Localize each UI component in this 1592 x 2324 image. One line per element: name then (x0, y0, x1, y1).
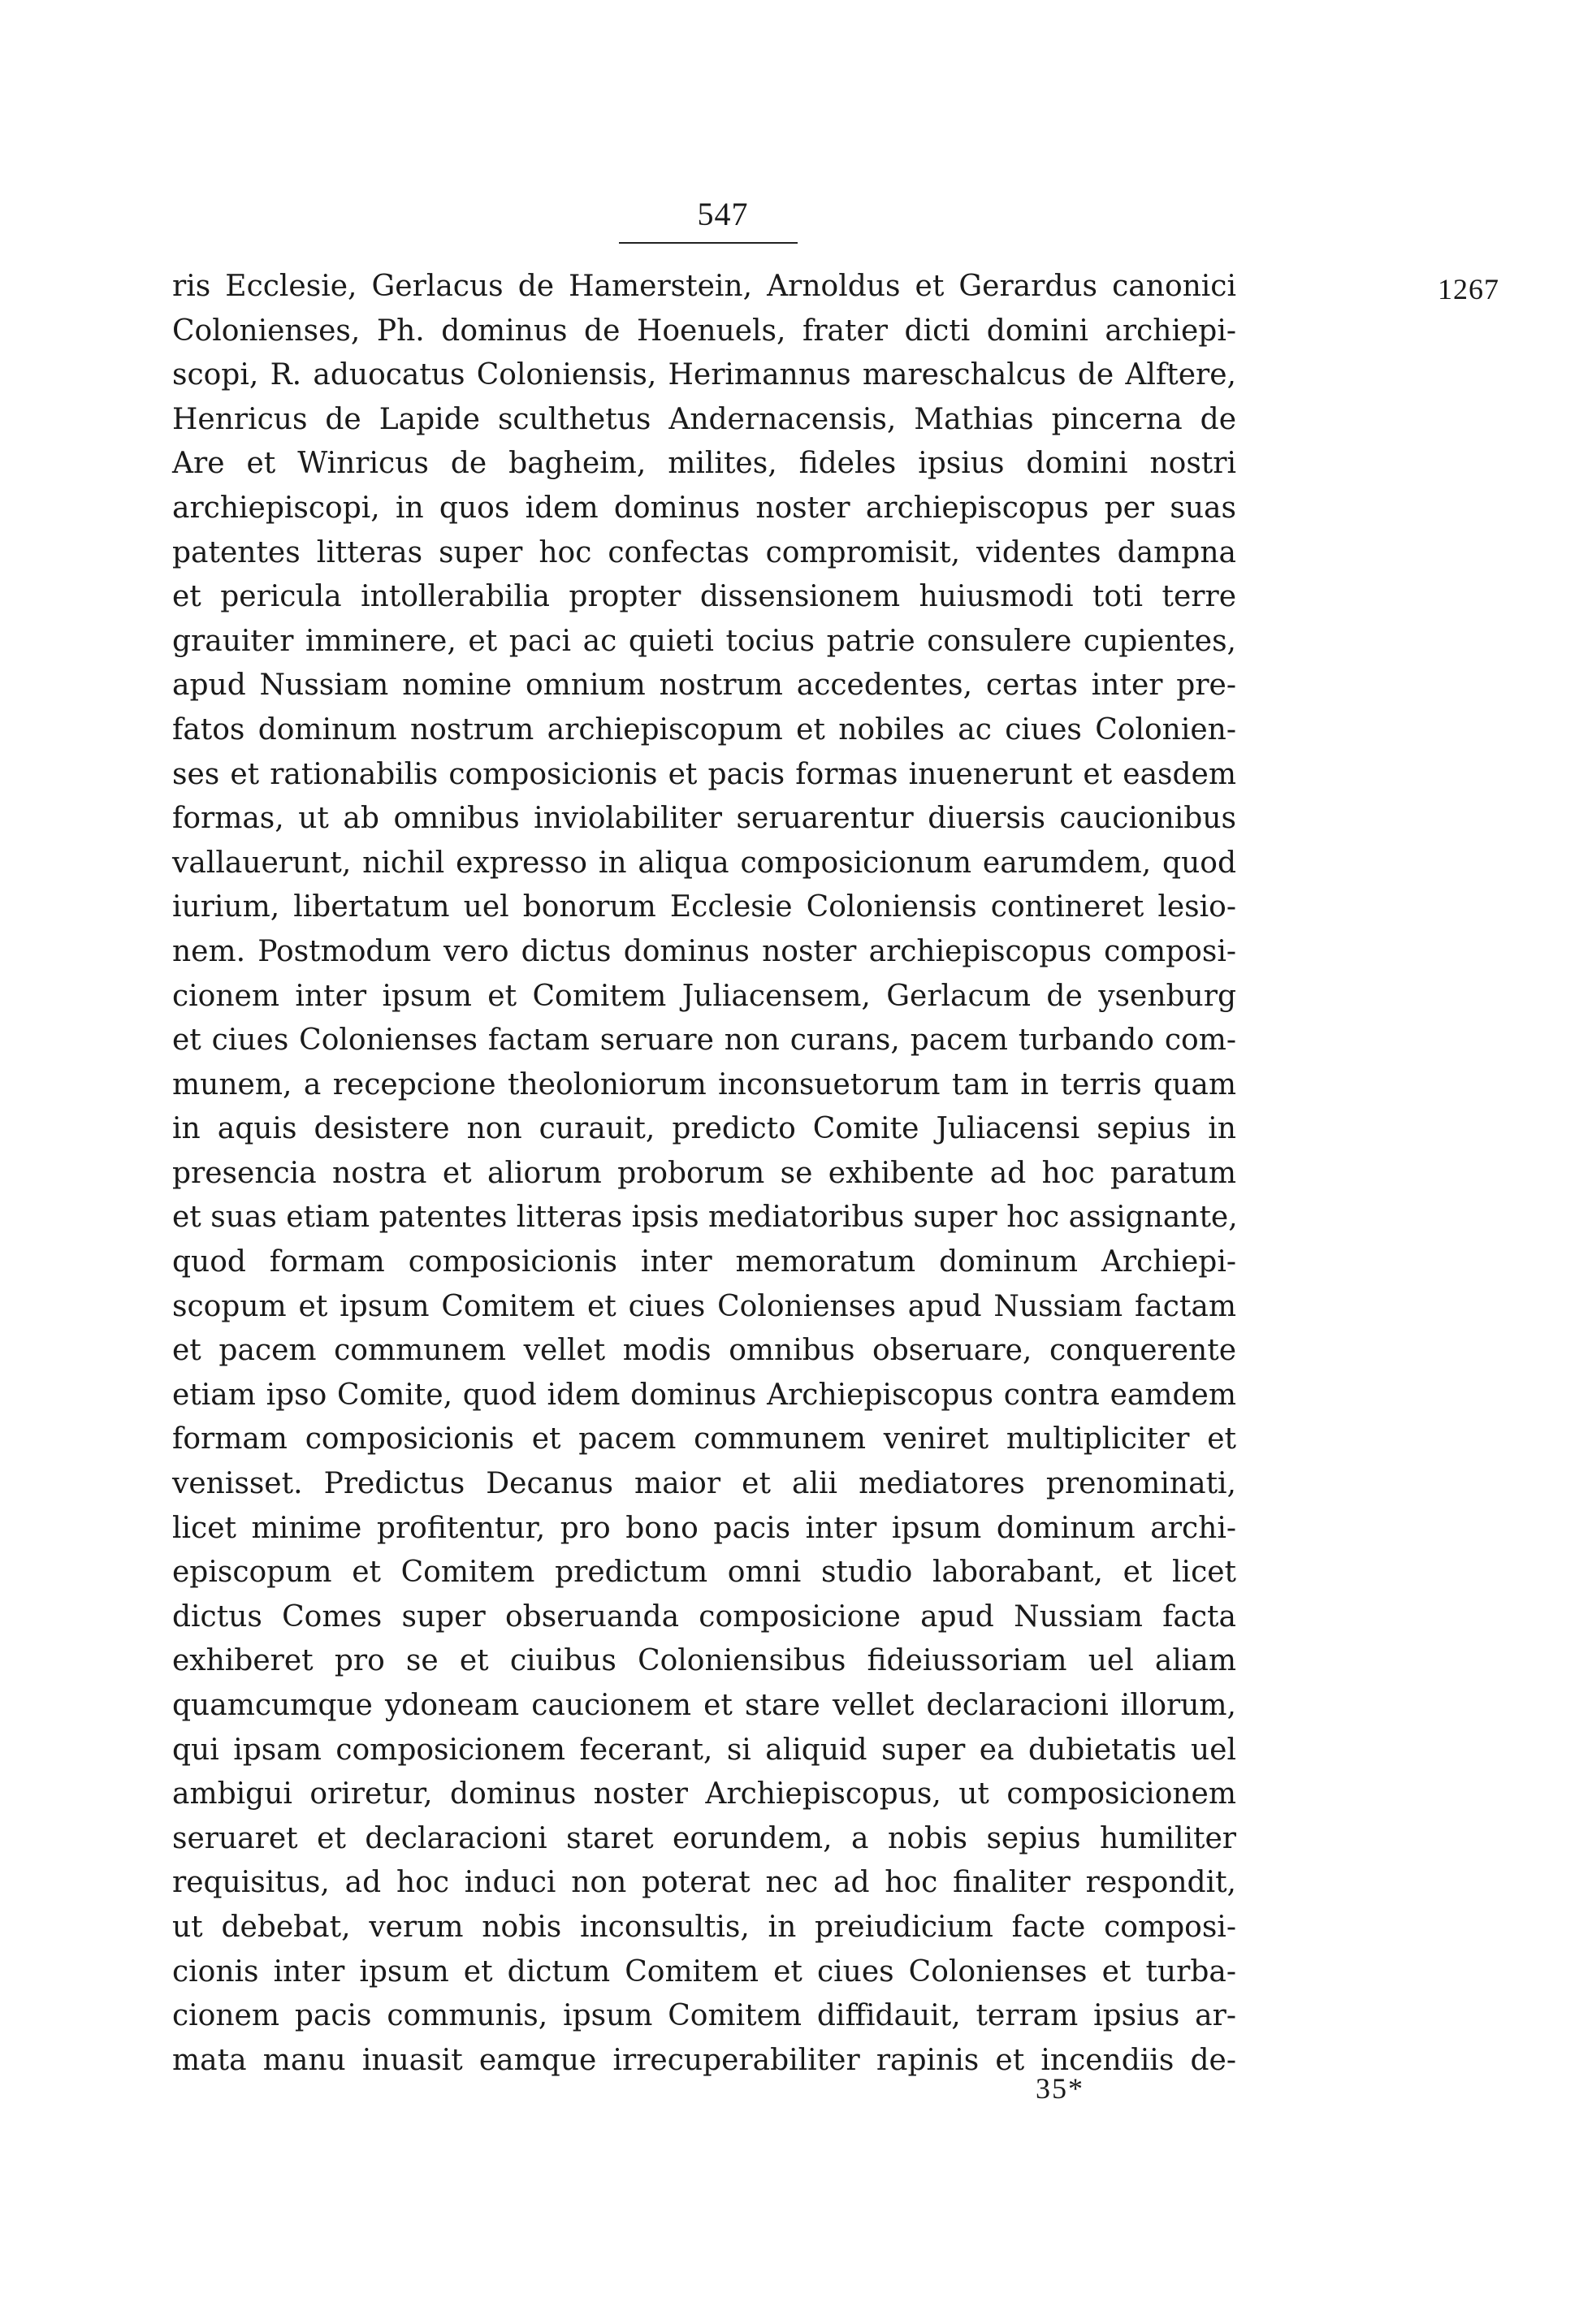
text-line: episcopum et Comitem predictum omni studio laborabant, et licet (172, 1556, 1236, 1590)
text-line: scopi, R. aduocatus Coloniensis, Herimannus mareschalcus de Alftere, (172, 358, 1236, 392)
text-line: cionem inter ipsum et Comitem Juliacensem, Gerlacum de ysenburg (172, 979, 1236, 1013)
text-line: presencia nostra et aliorum proborum se exhibente ad hoc paratum (172, 1156, 1236, 1190)
text-line: licet minime profitentur, pro bono pacis inter ipsum dominum archi- (172, 1511, 1236, 1545)
text-line: ut debebat, verum nobis inconsultis, in preiudicium facte composi- (172, 1910, 1236, 1944)
text-line: quod formam composicionis inter memoratum dominum Archiepi- (172, 1245, 1236, 1279)
text-line: dictus Comes super obseruanda composicione apud Nussiam facta (172, 1599, 1236, 1634)
signature-mark: 35* (1036, 2072, 1084, 2105)
text-line: apud Nussiam nomine omnium nostrum accedentes, certas inter pre- (172, 669, 1236, 703)
text-line: archiepiscopi, in quos idem dominus noster archiepiscopus per suas (172, 491, 1236, 525)
text-line: cionem pacis communis, ipsum Comitem diffidauit, terram ipsius ar- (172, 1999, 1236, 2033)
text-line: et suas etiam patentes litteras ipsis mediatoribus super hoc assignante, (172, 1201, 1238, 1235)
text-line: scopum et ipsum Comitem et ciues Colonienses apud Nussiam factam (172, 1289, 1236, 1323)
text-line: in aquis desistere non curauit, predicto Comite Juliacensi sepius in (172, 1112, 1236, 1146)
text-line: et pacem communem vellet modis omnibus obseruare, conquerente (172, 1334, 1236, 1368)
margin-year: 1267 (1438, 273, 1499, 305)
text-line: munem, a recepcione theoloniorum inconsuetorum tam in terris quam (172, 1067, 1236, 1101)
text-line: Henricus de Lapide sculthetus Andernacensis, Mathias pincerna de (172, 402, 1236, 436)
text-line: Colonienses, Ph. dominus de Hoenuels, frater dicti domini archiepi- (172, 314, 1236, 348)
text-line: formas, ut ab omnibus inviolabiliter seruarentur diuersis caucionibus (172, 802, 1236, 836)
text-line: Are et Winricus de bagheim, milites, fideles ipsius domini nostri (172, 447, 1236, 481)
text-line: ses et rationabilis composicionis et pacis formas inuenerunt et easdem (172, 757, 1236, 791)
text-line: patentes litteras super hoc confectas compromisit, videntes dampna (172, 535, 1236, 569)
text-line: mata manu inuasit eamque irrecuperabiliter rapinis et incendiis de- (172, 2043, 1236, 2077)
text-line: venisset. Predictus Decanus maior et alii mediatores prenominati, (172, 1467, 1236, 1501)
text-line: et pericula intollerabilia propter dissensionem huiusmodi toti terre (172, 580, 1236, 614)
text-line: grauiter imminere, et paci ac quieti tocius patrie consulere cupientes, (172, 624, 1236, 658)
text-line: iurium, libertatum uel bonorum Ecclesie Coloniensis contineret lesio- (172, 890, 1236, 924)
text-line: ris Ecclesie, Gerlacus de Hamerstein, Arnoldus et Gerardus canonici (172, 270, 1236, 303)
text-line: et ciues Colonienses factam seruare non curans, pacem turbando com- (172, 1024, 1236, 1058)
text-line: qui ipsam composicionem fecerant, si aliquid super ea dubietatis uel (172, 1733, 1236, 1767)
text-line: nem. Postmodum vero dictus dominus noster archiepiscopus composi- (172, 934, 1236, 968)
text-line: formam composicionis et pacem communem veniret multipliciter et (172, 1422, 1236, 1456)
page-number: 547 (697, 196, 749, 232)
text-line: exhiberet pro se et ciuibus Coloniensibus fideiussoriam uel aliam (172, 1644, 1236, 1678)
text-line: vallauerunt, nichil expresso in aliqua composicionum earumdem, quod (172, 846, 1236, 880)
text-line: cionis inter ipsum et dictum Comitem et ciues Colonienses et turba- (172, 1954, 1236, 1989)
text-line: etiam ipso Comite, quod idem dominus Archiepiscopus contra eamdem (172, 1378, 1236, 1412)
text-line: quamcumque ydoneam caucionem et stare vellet declaracioni illorum, (172, 1689, 1236, 1722)
header-rule (619, 242, 798, 244)
text-line: requisitus, ad hoc induci non poterat nec ad hoc finaliter respondit, (172, 1866, 1236, 1900)
text-line: fatos dominum nostrum archiepiscopum et nobiles ac ciues Colonien- (172, 712, 1236, 747)
text-line: seruaret et declaracioni staret eorundem, a nobis sepius humiliter (172, 1821, 1236, 1855)
text-line: ambigui oriretur, dominus noster Archiepiscopus, ut composicionem (172, 1777, 1236, 1811)
body-text (172, 265, 1236, 2083)
